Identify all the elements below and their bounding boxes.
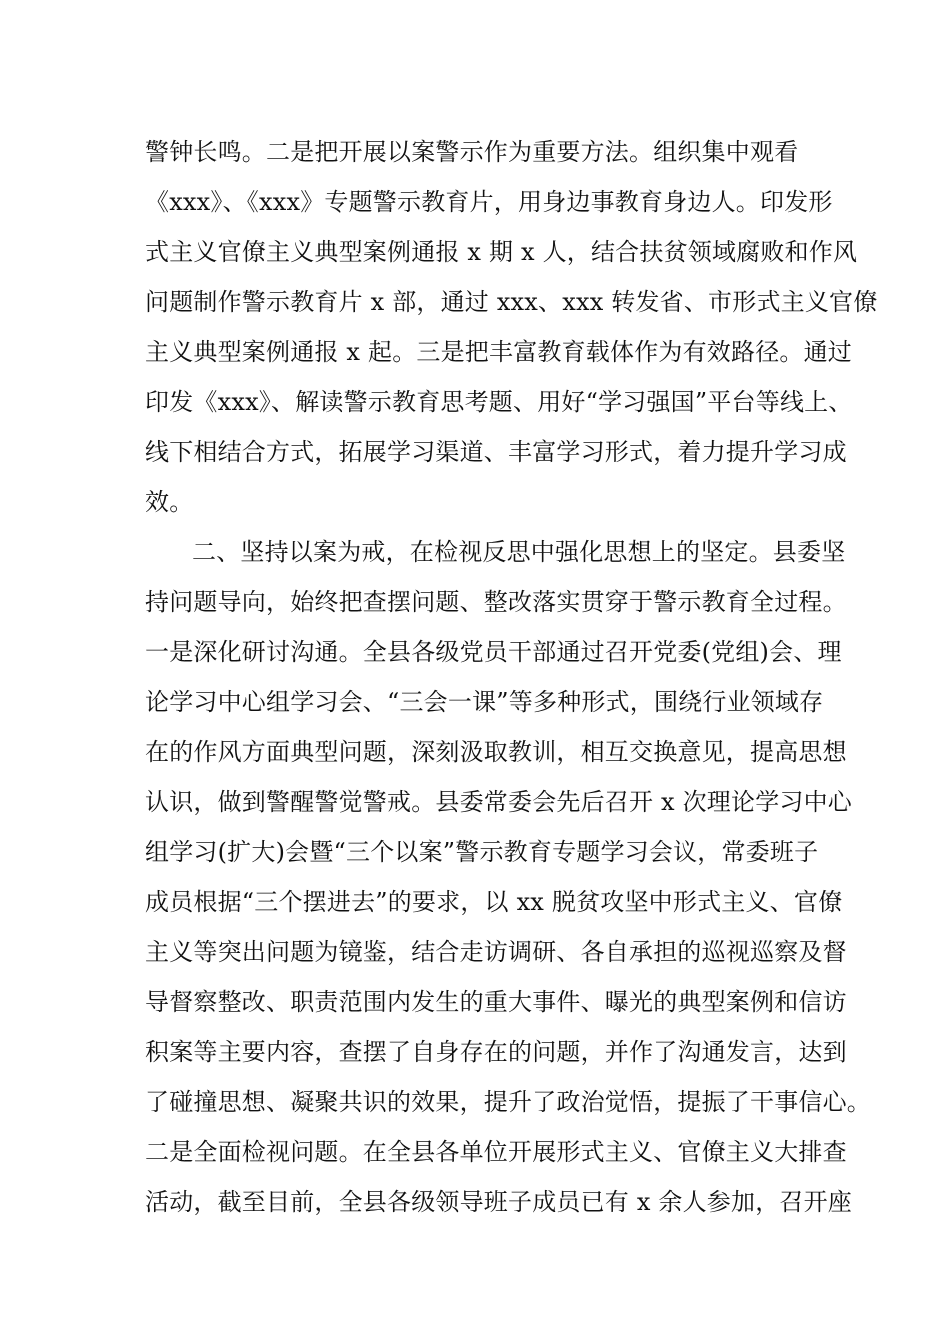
text-line: 组学习(扩大)会暨“三个以案”警示教育专题学习会议，常委班子 [145,838,819,866]
text-line: 线下相结合方式，拓展学习渠道、丰富学习形式，着力提升学习成 [145,438,847,466]
text-line: 导督察整改、职责范围内发生的重大事件、曝光的典型案例和信访 [145,988,847,1016]
text-line: 式主义官僚主义典型案例通报 x 期 x 人，结合扶贫领域腐败和作风 [145,238,858,266]
text-line: 成员根据“三个摆进去”的要求，以 xx 脱贫攻坚中形式主义、官僚 [145,888,843,916]
text-line: 印发《xxx》、解读警示教育思考题、用好“学习强国”平台等线上、 [145,388,853,416]
text-line: 论学习中心组学习会、“三会一课”等多种形式，围绕行业领域存 [145,688,824,716]
text-line: 在的作风方面典型问题，深刻汲取教训，相互交换意见，提高思想 [145,738,847,766]
text-line: 效。 [145,488,194,516]
text-line: 活动，截至目前，全县各级领导班子成员已有 x 余人参加，召开座 [145,1188,852,1216]
paragraph-heading-line: 二、坚持以案为戒，在检视反思中强化思想上的坚定。县委坚 [192,538,846,566]
text-line: 主义典型案例通报 x 起。三是把丰富教育载体作为有效路径。通过 [145,338,852,366]
text-line: 警钟长鸣。二是把开展以案警示作为重要方法。组织集中观看 [145,138,799,166]
text-line: 二是全面检视问题。在全县各单位开展形式主义、官僚主义大排查 [145,1138,847,1166]
text-line: 《xxx》、《xxx》专题警示教育片，用身边事教育身边人。印发形 [145,188,833,216]
text-line: 主义等突出问题为镜鉴，结合走访调研、各自承担的巡视巡察及督 [145,938,847,966]
text-line: 持问题导向，始终把查摆问题、整改落实贯穿于警示教育全过程。 [145,588,847,616]
text-line: 认识，做到警醒警觉警戒。县委常委会先后召开 x 次理论学习中心 [145,788,852,816]
text-line: 一是深化研讨沟通。全县各级党员干部通过召开党委(党组)会、理 [145,638,842,666]
text-line: 问题制作警示教育片 x 部，通过 xxx、xxx 转发省、市形式主义官僚 [145,288,878,316]
text-line: 积案等主要内容，查摆了自身存在的问题，并作了沟通发言，达到 [145,1038,847,1066]
text-line: 了碰撞思想、凝聚共识的效果，提升了政治觉悟，提振了干事信心。 [145,1088,871,1116]
